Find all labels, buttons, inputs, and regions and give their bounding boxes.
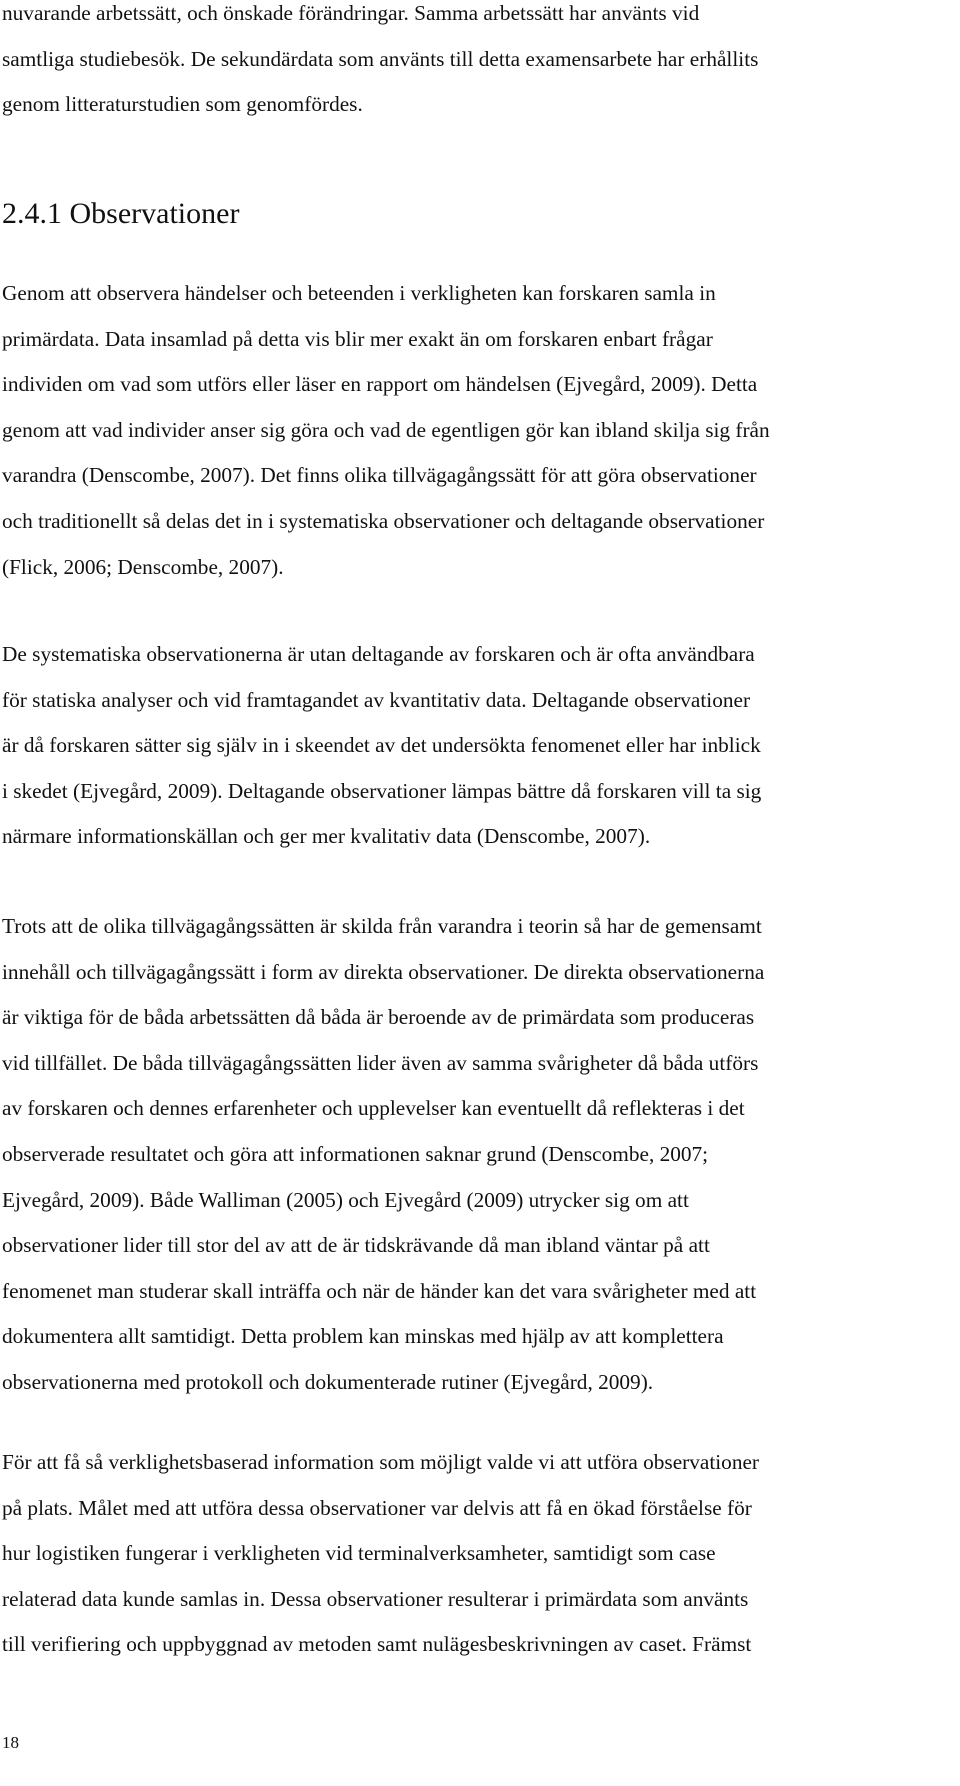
paragraph-line: av forskaren och dennes erfarenheter och upplevelser kan eventuellt då reflekteras i det: [2, 1096, 745, 1121]
paragraph-observations-intro: [2, 271, 942, 590]
section-heading: 2.4.1 Observationer: [2, 197, 240, 230]
paragraph-line: observerade resultatet och göra att informationen saknar grund (Denscombe, 2007;: [2, 1141, 709, 1166]
paragraph-line: närmare informationskällan och ger mer kvalitativ data (Denscombe, 2007).: [2, 824, 651, 849]
paragraph-line: samtliga studiebesök. De sekundärdata som använts till detta examensarbete har erhållits: [2, 46, 759, 71]
paragraph-line: fenomenet man studerar skall inträffa och när de händer kan det vara svårigheter med att: [2, 1278, 757, 1303]
paragraph-line: De systematiska observationerna är utan deltagande av forskaren och är ofta användbara: [2, 642, 755, 666]
paragraph-line: för statiska analyser och vid framtagandet av kvantitativ data. Deltagande observationer: [2, 687, 751, 712]
paragraph-line: innehåll och tillvägagångssätt i form av direkta observationer. De direkta observationerna: [2, 959, 765, 984]
paragraph-line: till verifiering och uppbyggnad av metoden samt nulägesbeskrivningen av caset. Främst: [2, 1632, 752, 1657]
paragraph-line: vid tillfället. De båda tillvägagångssätten lider även av samma svårigheter då båda utförs: [2, 1050, 759, 1075]
paragraph-line: primärdata. Data insamlad på detta vis blir mer exakt än om forskaren enbart frågar: [2, 326, 713, 351]
paragraph-line: Ejvegård, 2009). Både Walliman (2005) och Ejvegård (2009) utrycker sig om att: [2, 1187, 689, 1212]
paragraph-systematic-observations: [2, 632, 942, 860]
paragraph-line: observationer lider till stor del av att de är tidskrävande då man ibland väntar på att: [2, 1233, 710, 1258]
intro-paragraph: [2, 0, 942, 128]
paragraph-line: varandra (Denscombe, 2007). Det finns olika tillvägagångssätt för att göra observationer: [2, 463, 757, 488]
paragraph-line: dokumentera allt samtidigt. Detta problem kan minskas med hjälp av att komplettera: [2, 1324, 724, 1349]
paragraph-line: individen om vad som utförs eller läser en rapport om händelsen (Ejvegård, 2009). Detta: [2, 372, 758, 397]
paragraph-line: För att få så verklighetsbaserad information som möjligt valde vi att utföra observationer: [2, 1450, 760, 1474]
paragraph-line: är då forskaren sätter sig själv in i skeendet av det undersökta fenomenet eller har inblick: [2, 733, 761, 758]
page-number: 18: [2, 1733, 19, 1752]
paragraph-line: observationerna med protokoll och dokumenterade rutiner (Ejvegård, 2009).: [2, 1369, 654, 1394]
paragraph-line: genom litteraturstudien som genomfördes.: [2, 92, 363, 117]
paragraph-line: (Flick, 2006; Denscombe, 2007).: [2, 554, 284, 579]
paragraph-shared-approaches: [2, 904, 942, 1406]
paragraph-line: relaterad data kunde samlas in. Dessa observationer resulterar i primärdata som använts: [2, 1586, 749, 1611]
paragraph-line: i skedet (Ejvegård, 2009). Deltagande observationer lämpas bättre då forskaren vill ta sig: [2, 778, 762, 803]
paragraph-line: och traditionellt så delas det in i systematiska observationer och deltagande observationer: [2, 508, 765, 533]
paragraph-on-site-observations: [2, 1440, 942, 1668]
paragraph-line: nuvarande arbetssätt, och önskade förändringar. Samma arbetssätt har använts vid: [2, 1, 700, 25]
paragraph-line: Trots att de olika tillvägagångssätten är skilda från varandra i teorin så har de gemensamt: [2, 914, 762, 938]
paragraph-line: är viktiga för de båda arbetssätten då båda är beroende av de primärdata som produceras: [2, 1005, 755, 1030]
paragraph-line: på plats. Målet med att utföra dessa observationer var delvis att få en ökad förståelse för: [2, 1495, 752, 1520]
paragraph-line: genom att vad individer anser sig göra och vad de egentligen gör kan ibland skilja sig från: [2, 417, 770, 442]
paragraph-line: Genom att observera händelser och beteenden i verkligheten kan forskaren samla in: [2, 281, 716, 305]
paragraph-line: hur logistiken fungerar i verkligheten vid terminalverksamheter, samtidigt som case: [2, 1541, 716, 1566]
